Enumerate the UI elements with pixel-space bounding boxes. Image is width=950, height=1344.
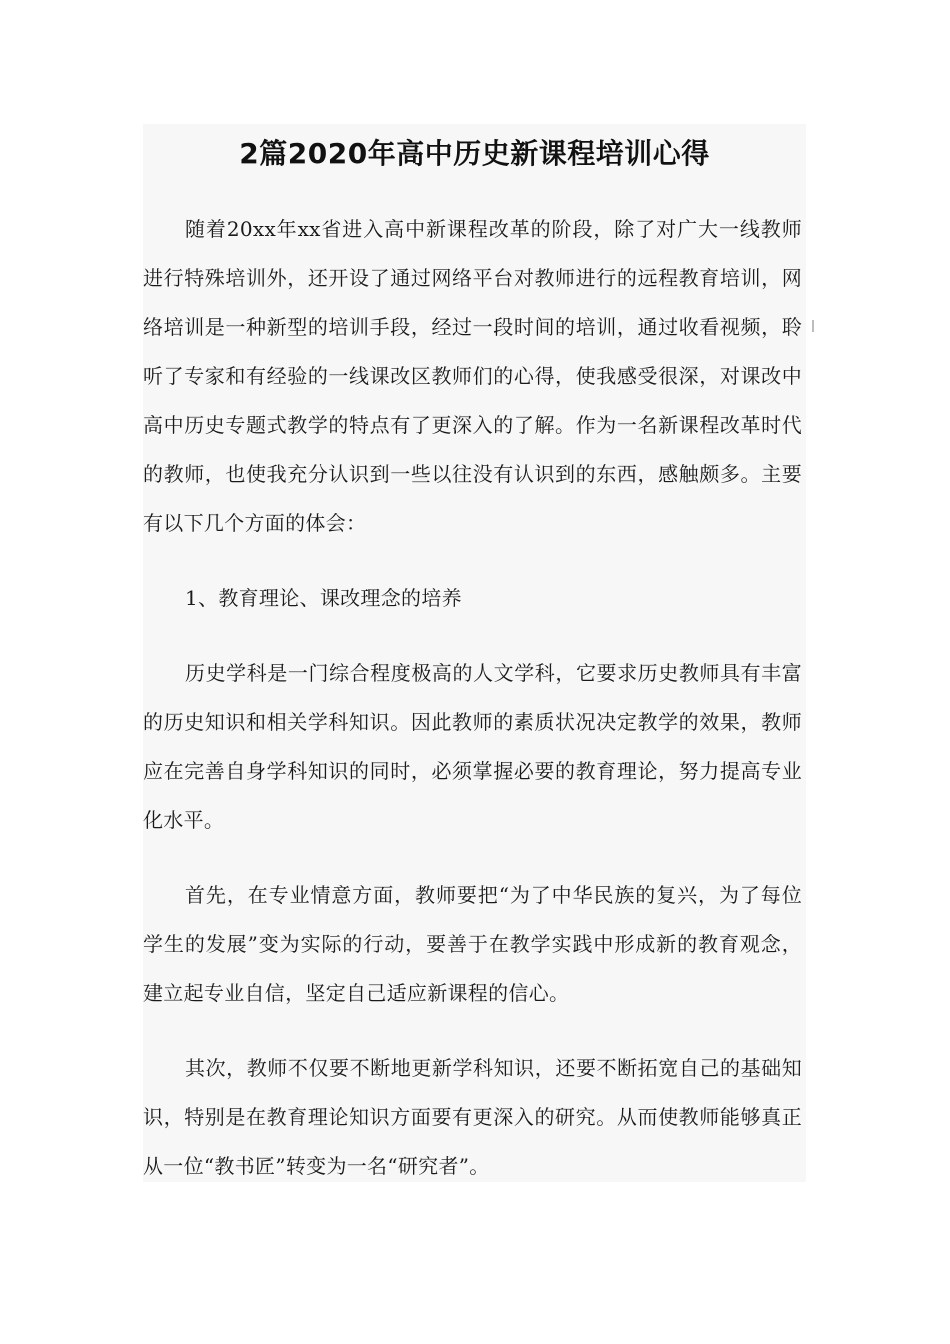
first-point-paragraph: 首先，在专业情意方面，教师要把“为了中华民族的复兴，为了每位学生的发展”变为实际的行动，要善于在教学实践中形成新的教育观念，建立起专业自信，坚定自己适应新课程的信心。 <box>143 883 802 1005</box>
history-subject-paragraph: 历史学科是一门综合程度极高的人文学科，它要求历史教师具有丰富的历史知识和相关学科知识。因此教师的素质状况决定教学的效果，教师应在完善自身学科知识的同时，必须掌握必要的教育理论，努力提高专业化水平。 <box>143 661 802 832</box>
intro-paragraph: 随着20xx年xx省进入高中新课程改革的阶段，除了对广大一线教师进行特殊培训外，还开设了通过网络平台对教师进行的远程教育培训，网络培训是一种新型的培训手段，经过一段时间的培训，通过收看视频，聆听了专家和有经验的一线课改区教师们的心得，使我感受很深，对课改中高中历史专题式教学的特点有了更深入的了解。作为一名新课程改革时代的教师，也使我充分认识到一些以往没有认识到的东西，感触颇多。主要有以下几个方面的体会： <box>143 217 802 535</box>
margin-mark <box>812 320 814 332</box>
document-page <box>143 124 806 1182</box>
document-title: 2篇2020年高中历史新课程培训心得 <box>239 137 710 170</box>
second-point-paragraph: 其次，教师不仅要不断地更新学科知识，还要不断拓宽自己的基础知识，特别是在教育理论知识方面要有更深入的研究。从而使教师能够真正从一位“教书匠”转变为一名“研究者”。 <box>143 1056 802 1178</box>
section-heading: 1、教育理论、课改理念的培养 <box>185 586 462 610</box>
